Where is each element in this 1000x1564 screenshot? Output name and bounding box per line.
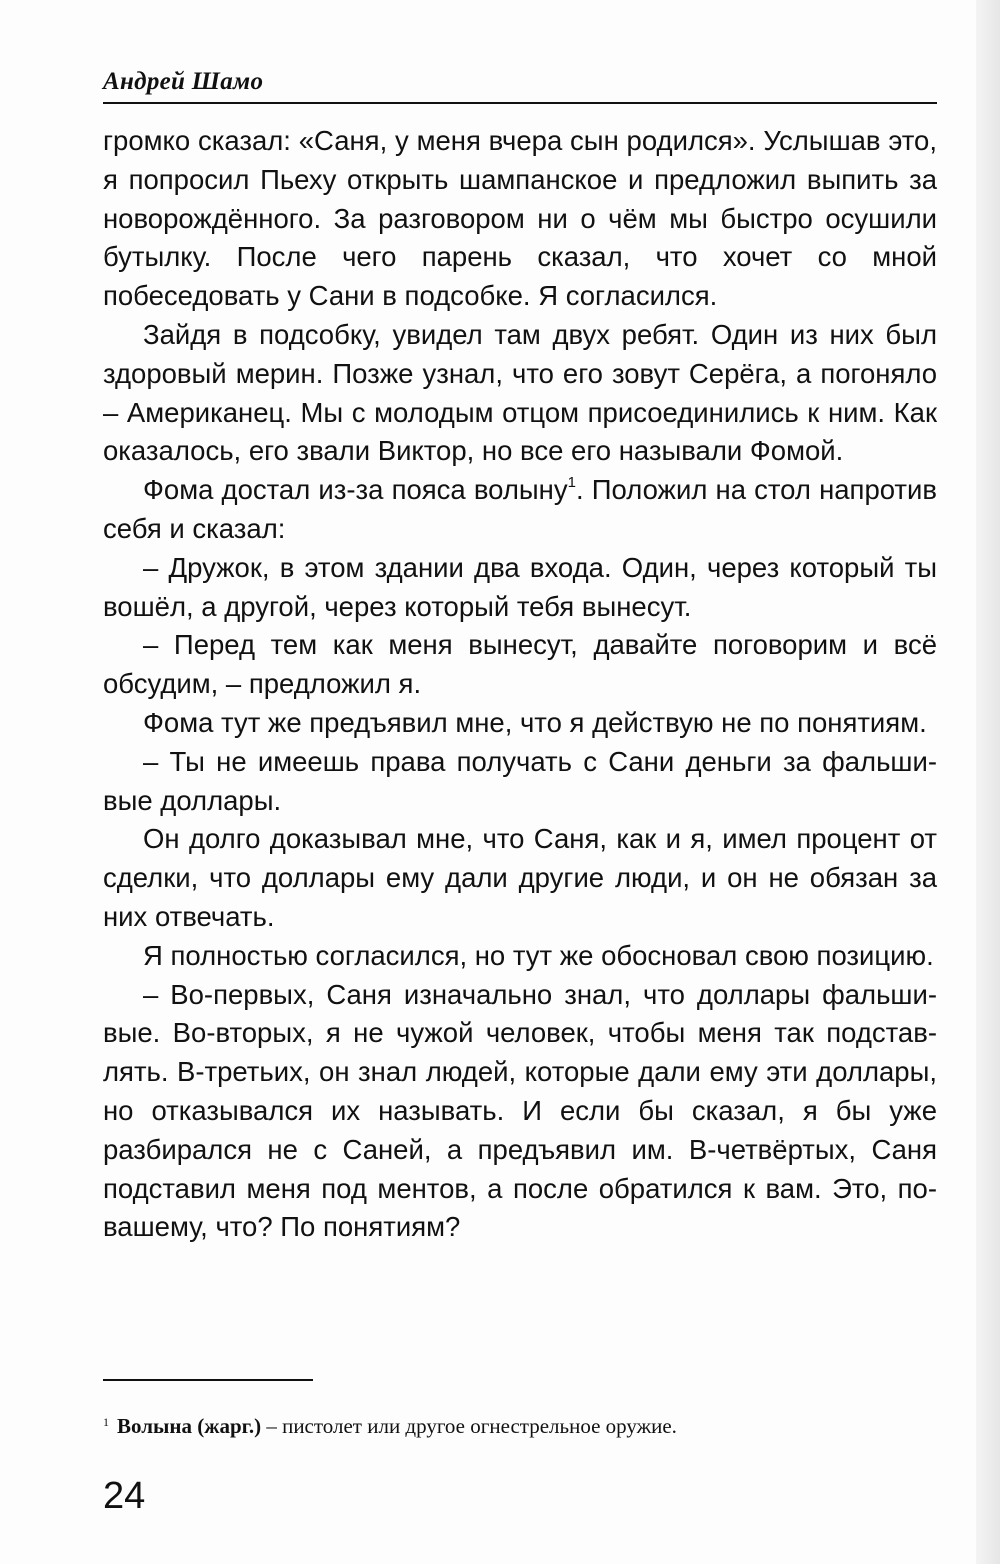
footnote-definition: – пистолет или другое огнестрельное оружие.	[261, 1414, 677, 1438]
paragraph: Я полностью согласился, но тут же обосновал свою позицию.	[143, 939, 934, 971]
paragraph: – Во-первых, Саня изначально знал, что доллары фальшивые. Во-вторых, я не чужой человек, чтобы меня так подставлять. В-третьих, он знал людей, которые дали ему эти доллары, но отказывался их называть. И если бы сказал, я бы уже разбирался не с Саней, а предъявил им. В-четвёртых, Саня подставил меня под ментов, а после обратился к вам. Это, повашему, что? По понятиям?	[103, 978, 937, 1243]
page-number: 24	[103, 1475, 146, 1517]
paragraph: Фома тут же предъявил мне, что я действую не по понятиям.	[143, 706, 927, 738]
paragraph: – Дружок, в этом здании два входа. Один, через который ты вошёл, а другой, через который тебя вынесут.	[103, 551, 937, 622]
footnote-marker: 1	[103, 1415, 109, 1429]
paragraph: Зайдя в подсобку, увидел там двух ребят. Один из них был здоровый мерин. Позже узнал, что его зовут Серёга, а погоняло – Американец. Мы с молодым отцом присоединились к ним. Как оказалось, его звали Виктор, но все его называли Фомой.	[103, 318, 937, 467]
footnote-divider	[103, 1379, 313, 1381]
footnote	[103, 1412, 937, 1440]
footnote-term: Волына (жарг.)	[117, 1414, 262, 1438]
page-header	[103, 68, 937, 104]
running-head-author: Андрей Шамо	[103, 68, 264, 95]
paragraph-text: Фома достал из-за пояса волыну	[143, 474, 568, 506]
paragraph: – Ты не имеешь права получать с Сани деньги за фальшивые доллары.	[103, 745, 937, 816]
page-edge-shadow	[976, 0, 1000, 1564]
paragraph	[103, 471, 937, 549]
paragraph-text: . Положил на стол напротив себя и сказал:	[103, 474, 937, 544]
paragraph: – Перед тем как меня вынесут, давайте поговорим и всё обсудим, – предложил я.	[103, 629, 937, 700]
body-text	[103, 122, 937, 1247]
paragraph: Он долго доказывал мне, что Саня, как и я, имел процент от сделки, что доллары ему дали другие люди, и он не обязан за них отвечать.	[103, 823, 937, 932]
footnote-reference: 1	[567, 474, 576, 492]
paragraph: громко сказал: «Саня, у меня вчера сын родился». Услышав это, я попросил Пьеху открыть шампанское и предложил выпить за новорождённого. За разговором ни о чём мы быстро осушили бутылку. После чего парень сказал, что хочет со мной побеседовать у Сани в подсобке. Я согласился.	[103, 125, 937, 312]
